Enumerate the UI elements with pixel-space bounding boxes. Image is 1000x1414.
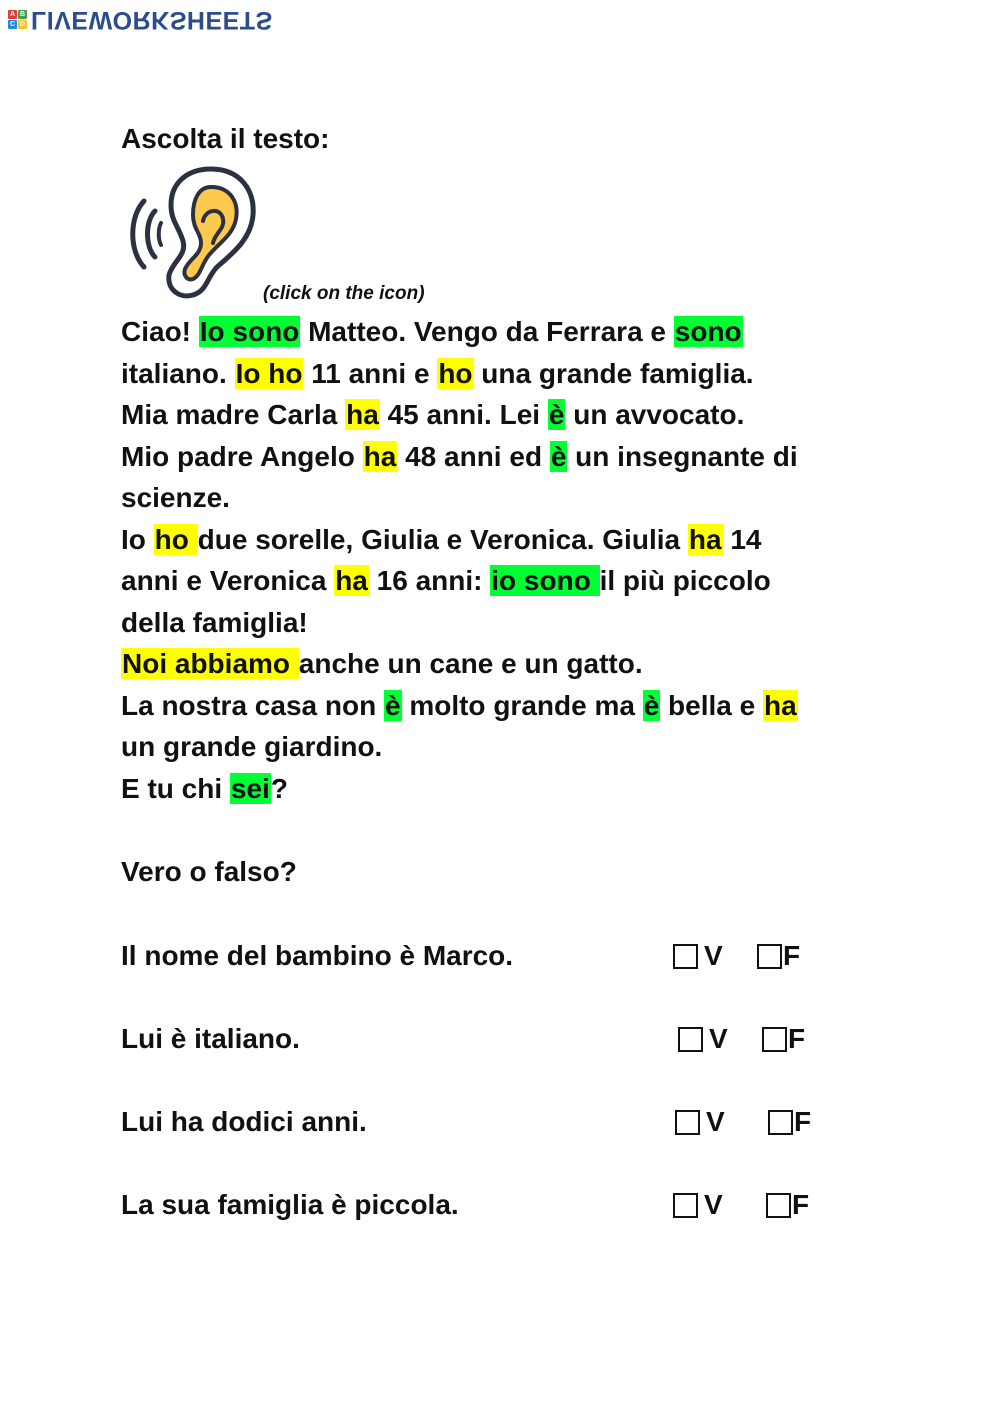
yellow-highlight: ho (154, 523, 197, 555)
passage-line (121, 394, 881, 436)
passage-text: Ciao! (121, 316, 199, 347)
green-highlight: è (548, 399, 565, 430)
passage-text: 45 anni. Lei (379, 399, 548, 430)
false-option[interactable] (768, 1105, 811, 1139)
false-label: F (794, 1106, 812, 1137)
true-checkbox[interactable] (673, 1193, 698, 1218)
passage-text: un avvocato. (565, 399, 745, 430)
ear-icon[interactable] (121, 163, 261, 303)
yellow-highlight: ha (363, 440, 397, 472)
true-checkbox[interactable] (673, 944, 698, 969)
false-checkbox[interactable] (768, 1110, 793, 1135)
passage-text: 14 (722, 523, 762, 555)
green-highlight: sei (230, 772, 270, 804)
logo-mark-tile: C (9, 20, 16, 28)
yellow-highlight: Io ho (235, 357, 303, 389)
passage-line (121, 643, 881, 685)
passage-text: anni e Veronica (121, 565, 335, 596)
passage-text: due sorelle, Giulia e Veronica. Giulia (197, 523, 688, 555)
logo-mark-tile: D (19, 20, 26, 28)
yellow-highlight: ho (438, 357, 473, 389)
passage-text: E tu chi (121, 772, 230, 804)
passage-text: della famiglia! (121, 606, 308, 638)
true-checkbox[interactable] (675, 1110, 700, 1135)
logo-mark-tile: B (19, 10, 26, 18)
yellow-highlight: ha (346, 399, 379, 430)
quiz-statement: Lui ha dodici anni. (121, 1106, 367, 1137)
passage-text: un insegnante di (567, 440, 798, 472)
passage-text: 48 anni ed (397, 440, 550, 472)
true-option[interactable] (673, 939, 723, 973)
quiz-item (121, 1019, 841, 1059)
passage-text: Matteo. Vengo da Ferrara e (300, 316, 674, 347)
passage-text: il più piccolo (599, 565, 771, 596)
false-checkbox[interactable] (757, 944, 782, 969)
logo-mark-tile: A (9, 10, 16, 18)
green-highlight: io sono (491, 565, 599, 596)
passage-line (121, 353, 881, 395)
quiz-statement: La sua famiglia è piccola. (121, 1189, 459, 1220)
passage-line (121, 602, 881, 644)
passage-line (121, 768, 881, 810)
false-checkbox[interactable] (762, 1027, 787, 1052)
passage-line (121, 519, 881, 561)
passage-text: Io (121, 523, 154, 555)
true-option[interactable] (678, 1022, 728, 1056)
true-label: V (709, 1023, 728, 1054)
quiz-heading: Vero o falso? (121, 856, 297, 887)
true-checkbox[interactable] (678, 1027, 703, 1052)
passage-text: ? (270, 772, 288, 804)
passage-line (121, 477, 881, 519)
false-option[interactable] (766, 1188, 809, 1222)
reading-passage (121, 311, 881, 809)
green-highlight: è (550, 440, 567, 472)
passage-text: bella e (660, 689, 763, 721)
green-highlight: Io sono (199, 316, 300, 347)
quiz-statement: Lui è italiano. (121, 1023, 300, 1054)
click-hint: (click on the icon) (263, 283, 425, 304)
true-label: V (704, 1189, 723, 1220)
passage-line (121, 436, 881, 478)
true-label: V (706, 1106, 725, 1137)
yellow-highlight: Noi abbiamo (122, 648, 298, 679)
green-highlight: sono (674, 316, 742, 347)
quiz-item (121, 936, 841, 976)
false-label: F (788, 1023, 806, 1054)
quiz-item (121, 1185, 841, 1225)
logo-mark-icon (8, 10, 27, 29)
passage-text: Mio padre Angelo (121, 440, 363, 472)
passage-line (121, 560, 881, 602)
yellow-highlight: ha (688, 523, 722, 555)
yellow-highlight: ha (764, 689, 797, 721)
logo-text: LIVEWORKSHEETS (31, 5, 273, 34)
true-option[interactable] (675, 1105, 725, 1139)
passage-text: scienze. (121, 482, 230, 513)
passage-text: italiano. (121, 357, 235, 389)
false-checkbox[interactable] (766, 1193, 791, 1218)
passage-text: 16 anni: (368, 565, 491, 596)
false-option[interactable] (762, 1022, 805, 1056)
passage-line (121, 685, 881, 727)
passage-text: 11 anni e (303, 357, 438, 389)
passage-text: molto grande ma (401, 689, 643, 721)
passage-text: Mia madre Carla (121, 399, 346, 430)
false-label: F (792, 1189, 810, 1220)
passage-line (121, 311, 881, 353)
quiz-item (121, 1102, 841, 1142)
passage-line (121, 726, 881, 768)
liveworksheets-logo (8, 4, 273, 34)
passage-text: un grande giardino. (121, 731, 383, 762)
passage-text: una grande famiglia. (473, 357, 754, 389)
false-option[interactable] (757, 939, 800, 973)
passage-text: La nostra casa non (121, 689, 384, 721)
green-highlight: è (384, 689, 401, 721)
yellow-highlight: ha (335, 565, 368, 596)
false-label: F (783, 940, 801, 971)
quiz-statement: Il nome del bambino è Marco. (121, 940, 514, 971)
true-label: V (704, 940, 723, 971)
listen-heading: Ascolta il testo: (121, 123, 330, 154)
green-highlight: è (643, 689, 660, 721)
true-option[interactable] (673, 1188, 723, 1222)
passage-text: anche un cane e un gatto. (298, 648, 643, 679)
